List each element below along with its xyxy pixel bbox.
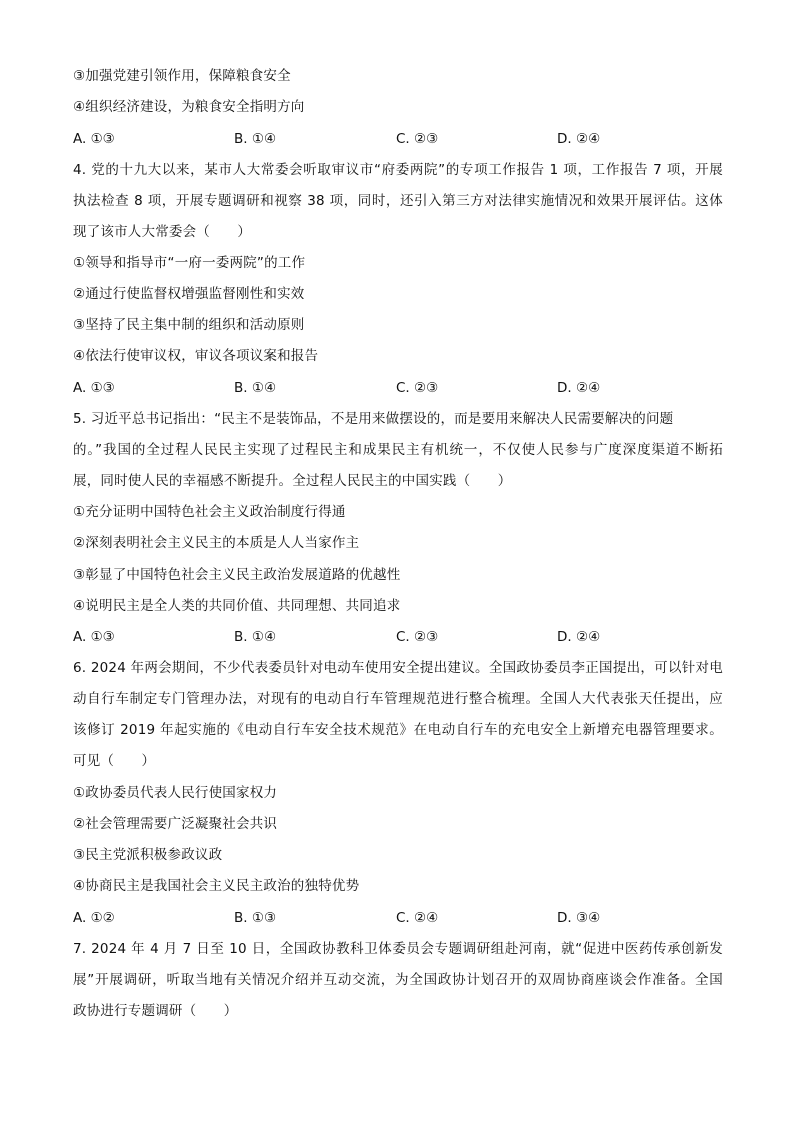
q5-stem-line-1: 5. 习近平总书记指出：“民主不是装饰品，不是用来做摆设的，而是要用来解决人民需要解决的问题	[73, 411, 674, 427]
q6-statement-1: ①政协委员代表人民行使国家权力	[73, 785, 278, 801]
q5-statement-4: ④说明民主是全人类的共同价值、共同理想、共同追求	[73, 598, 401, 614]
q6-option-b: B. ①③	[234, 910, 277, 926]
q5-statement-1: ①充分证明中国特色社会主义政治制度行得通	[73, 504, 346, 520]
q5-stem-line-2: 的。”我国的全过程人民民主实现了过程民主和成果民主有机统一，不仅使人民参与广度深度渠道不断拓	[73, 442, 723, 458]
q6-statement-2: ②社会管理需要广泛凝聚社会共识	[73, 816, 278, 832]
q3-statement-4: ④组织经济建设，为粮食安全指明方向	[73, 99, 305, 115]
q6-stem-line-3: 该修订 2019 年起实施的《电动自行车安全技术规范》在电动自行车的充电安全上新增充电器管理要求。	[73, 722, 723, 738]
q4-statement-2: ②通过行使监督权增强监督刚性和实效	[73, 286, 305, 302]
q5-option-d: D. ②④	[557, 629, 601, 645]
q6-statement-4: ④协商民主是我国社会主义民主政治的独特优势	[73, 878, 360, 894]
q5-option-a: A. ①③	[73, 629, 115, 645]
q4-option-c: C. ②③	[396, 380, 439, 396]
q6-stem-line-4: 可见（ ）	[73, 753, 156, 769]
q7-stem-line-1: 7. 2024 年 4 月 7 日至 10 日，全国政协教科卫体委员会专题调研组赴河南，就“促进中医药传承创新发	[73, 941, 723, 957]
q6-option-d: D. ③④	[557, 910, 601, 926]
q3-option-d: D. ②④	[557, 131, 601, 147]
q4-option-a: A. ①③	[73, 380, 115, 396]
q6-stem-line-1: 6. 2024 年两会期间，不少代表委员针对电动车使用安全提出建议。全国政协委员李正国提出，可以针对电	[73, 660, 723, 676]
q4-stem-line-3: 现了该市人大常委会（ ）	[73, 224, 252, 240]
q6-statement-3: ③民主党派积极参政议政	[73, 847, 223, 863]
q5-stem-line-3: 展，同时使人民的幸福感不断提升。全过程人民民主的中国实践（ ）	[73, 473, 512, 489]
q4-stem-line-1: 4. 党的十九大以来，某市人大常委会听取审议市“府委两院”的专项工作报告 1 项，工作报告 7 项，开展	[73, 162, 723, 178]
q4-option-b: B. ①④	[234, 380, 277, 396]
q6-option-c: C. ②④	[396, 910, 439, 926]
q4-stem-line-2: 执法检查 8 项，开展专题调研和视察 38 项，同时，还引入第三方对法律实施情况和效果开展评估。这体	[73, 193, 723, 209]
q6-option-a: A. ①②	[73, 910, 115, 926]
q4-statement-1: ①领导和指导市“一府一委两院”的工作	[73, 255, 306, 271]
q5-option-b: B. ①④	[234, 629, 277, 645]
q7-stem-line-2: 展”开展调研，听取当地有关情况介绍并互动交流，为全国政协计划召开的双周协商座谈会作准备。全国	[73, 972, 723, 988]
q3-statement-3: ③加强党建引领作用，保障粮食安全	[73, 68, 291, 84]
q5-statement-2: ②深刻表明社会主义民主的本质是人人当家作主	[73, 535, 360, 551]
q4-option-d: D. ②④	[557, 380, 601, 396]
q3-option-a: A. ①③	[73, 131, 115, 147]
q7-stem-line-3: 政协进行专题调研（ ）	[73, 1003, 238, 1019]
q5-option-c: C. ②③	[396, 629, 439, 645]
q5-statement-3: ③彰显了中国特色社会主义民主政治发展道路的优越性	[73, 567, 401, 583]
q4-statement-3: ③坚持了民主集中制的组织和活动原则	[73, 317, 305, 333]
q3-option-c: C. ②③	[396, 131, 439, 147]
q4-statement-4: ④依法行使审议权，审议各项议案和报告	[73, 348, 319, 364]
q6-stem-line-2: 动自行车制定专门管理办法，对现有的电动自行车管理规范进行整合梳理。全国人大代表张天任提出，应	[73, 691, 723, 707]
q3-option-b: B. ①④	[234, 131, 277, 147]
